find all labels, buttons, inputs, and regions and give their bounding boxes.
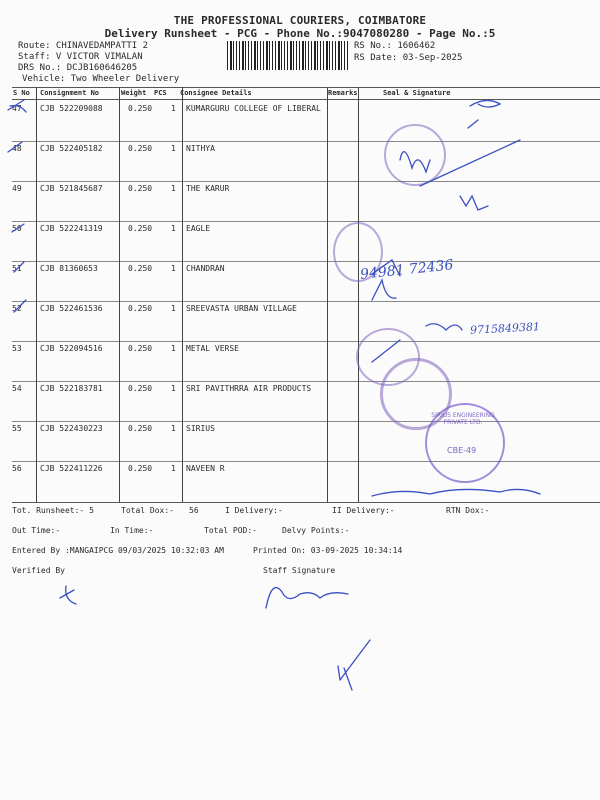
- row-consignee: NITHYA: [186, 144, 215, 153]
- row-weight: 0.250: [128, 384, 153, 393]
- row-consignee: NAVEEN R: [186, 464, 225, 473]
- row-consignment: CJB 522094516: [40, 344, 103, 353]
- col-header-sno: S No: [13, 89, 30, 97]
- drs-label: DRS No.: DCJB160646205: [18, 63, 138, 73]
- row-weight: 0.250: [128, 144, 153, 153]
- row-consignment: CJB 522430223: [40, 424, 103, 433]
- row-sno: 50: [12, 224, 22, 233]
- stamp-date: CBE-49: [447, 446, 477, 455]
- row-weight: 0.250: [128, 224, 153, 233]
- row-consignment: CJB 522461536: [40, 304, 103, 313]
- ii-delivery: II Delivery:-: [332, 506, 395, 515]
- row-weight: 0.250: [128, 424, 153, 433]
- row-consignment: CJB 522241319: [40, 224, 103, 233]
- col-header-seal: Seal & Signature: [383, 89, 451, 97]
- rs-number: RS No.: 1606462: [354, 41, 436, 51]
- verified-by: Verified By: [12, 566, 65, 575]
- rs-date: RS Date: 03-Sep-2025: [354, 53, 463, 63]
- staff-signature: Staff Signature: [263, 566, 336, 575]
- i-delivery: I Delivery:-: [225, 506, 283, 515]
- row-weight: 0.250: [128, 264, 153, 273]
- row-consignment: CJB 521845687: [40, 184, 103, 193]
- row-pcs: 1: [171, 464, 176, 473]
- row-consignee: SREEVASTA URBAN VILLAGE: [186, 304, 297, 313]
- out-time: Out Time:-: [12, 526, 61, 535]
- row-pcs: 1: [171, 184, 176, 193]
- tot-runsheet: Tot. Runsheet:- 5: [12, 506, 94, 515]
- vehicle-label: Vehicle: Two Wheeler Delivery: [22, 74, 180, 84]
- total-dox-value: 56: [189, 506, 199, 515]
- row-sno: 52: [12, 304, 22, 313]
- row-consignee: KUMARGURU COLLEGE OF LIBERAL: [186, 104, 321, 113]
- delvy-points: Delvy Points:-: [282, 526, 350, 535]
- runsheet-subtitle: Delivery Runsheet - PCG - Phone No.:9047080280 - Page No.:5: [104, 27, 496, 40]
- col-header-consignment: Consignment No: [40, 89, 100, 97]
- row-consignee: THE KARUR: [186, 184, 230, 193]
- row-consignee: EAGLE: [186, 224, 211, 233]
- row-pcs: 1: [171, 224, 176, 233]
- row-consignee: METAL VERSE: [186, 344, 239, 353]
- row-pcs: 1: [171, 424, 176, 433]
- row-sno: 53: [12, 344, 22, 353]
- row-weight: 0.250: [128, 464, 153, 473]
- row-consignment: CJB 522405182: [40, 144, 103, 153]
- row-pcs: 1: [171, 304, 176, 313]
- handwritten-phone: 94981 72436: [359, 257, 455, 283]
- col-header-consignee: Consignee Details: [180, 89, 252, 97]
- row-pcs: 1: [171, 264, 176, 273]
- stamp-text: SIRIUS ENGINEERING PRIVATE LTD.: [431, 412, 495, 426]
- row-sno: 56: [12, 464, 22, 473]
- row-consignment: CJB 522209088: [40, 104, 103, 113]
- row-weight: 0.250: [128, 184, 153, 193]
- printed-on: Printed On: 03-09-2025 10:34:14: [253, 546, 403, 555]
- in-time: In Time:-: [110, 526, 154, 535]
- row-pcs: 1: [171, 344, 176, 353]
- route-label: Route: CHINAVEDAMPATTI 2: [18, 41, 149, 51]
- row-weight: 0.250: [128, 104, 153, 113]
- rtn-dox: RTN Dox:-: [446, 506, 490, 515]
- row-consignee: CHANDRAN: [186, 264, 225, 273]
- row-sno: 47: [12, 104, 22, 113]
- company-title: THE PROFESSIONAL COURIERS, COIMBATORE: [173, 14, 427, 27]
- total-pod: Total POD:-: [204, 526, 257, 535]
- row-sno: 49: [12, 184, 22, 193]
- row-sno: 55: [12, 424, 22, 433]
- col-header-weight: Weight: [121, 89, 147, 97]
- row-sno: 51: [12, 264, 22, 273]
- row-pcs: 1: [171, 104, 176, 113]
- row-sno: 48: [12, 144, 22, 153]
- col-header-remarks: Remarks: [328, 89, 358, 97]
- row-consignee: SRI PAVITHRRA AIR PRODUCTS: [186, 384, 312, 393]
- row-consignee: SIRIUS: [186, 424, 215, 433]
- row-consignment: CJB 522183781: [40, 384, 103, 393]
- row-consignment: CJB 81360653: [40, 264, 98, 273]
- col-header-pcs: PCS: [154, 89, 167, 97]
- row-pcs: 1: [171, 144, 176, 153]
- total-dox-label: Total Dox:-: [121, 506, 174, 515]
- staff-label: Staff: V VICTOR VIMALAN: [18, 52, 143, 62]
- row-weight: 0.250: [128, 304, 153, 313]
- row-pcs: 1: [171, 384, 176, 393]
- row-consignment: CJB 522411226: [40, 464, 103, 473]
- row-sno: 54: [12, 384, 22, 393]
- handwritten-phone-2: 9715849381: [469, 320, 541, 337]
- entered-by: Entered By :MANGAIPCG 09/03/2025 10:32:03 AM: [12, 546, 224, 555]
- row-weight: 0.250: [128, 344, 153, 353]
